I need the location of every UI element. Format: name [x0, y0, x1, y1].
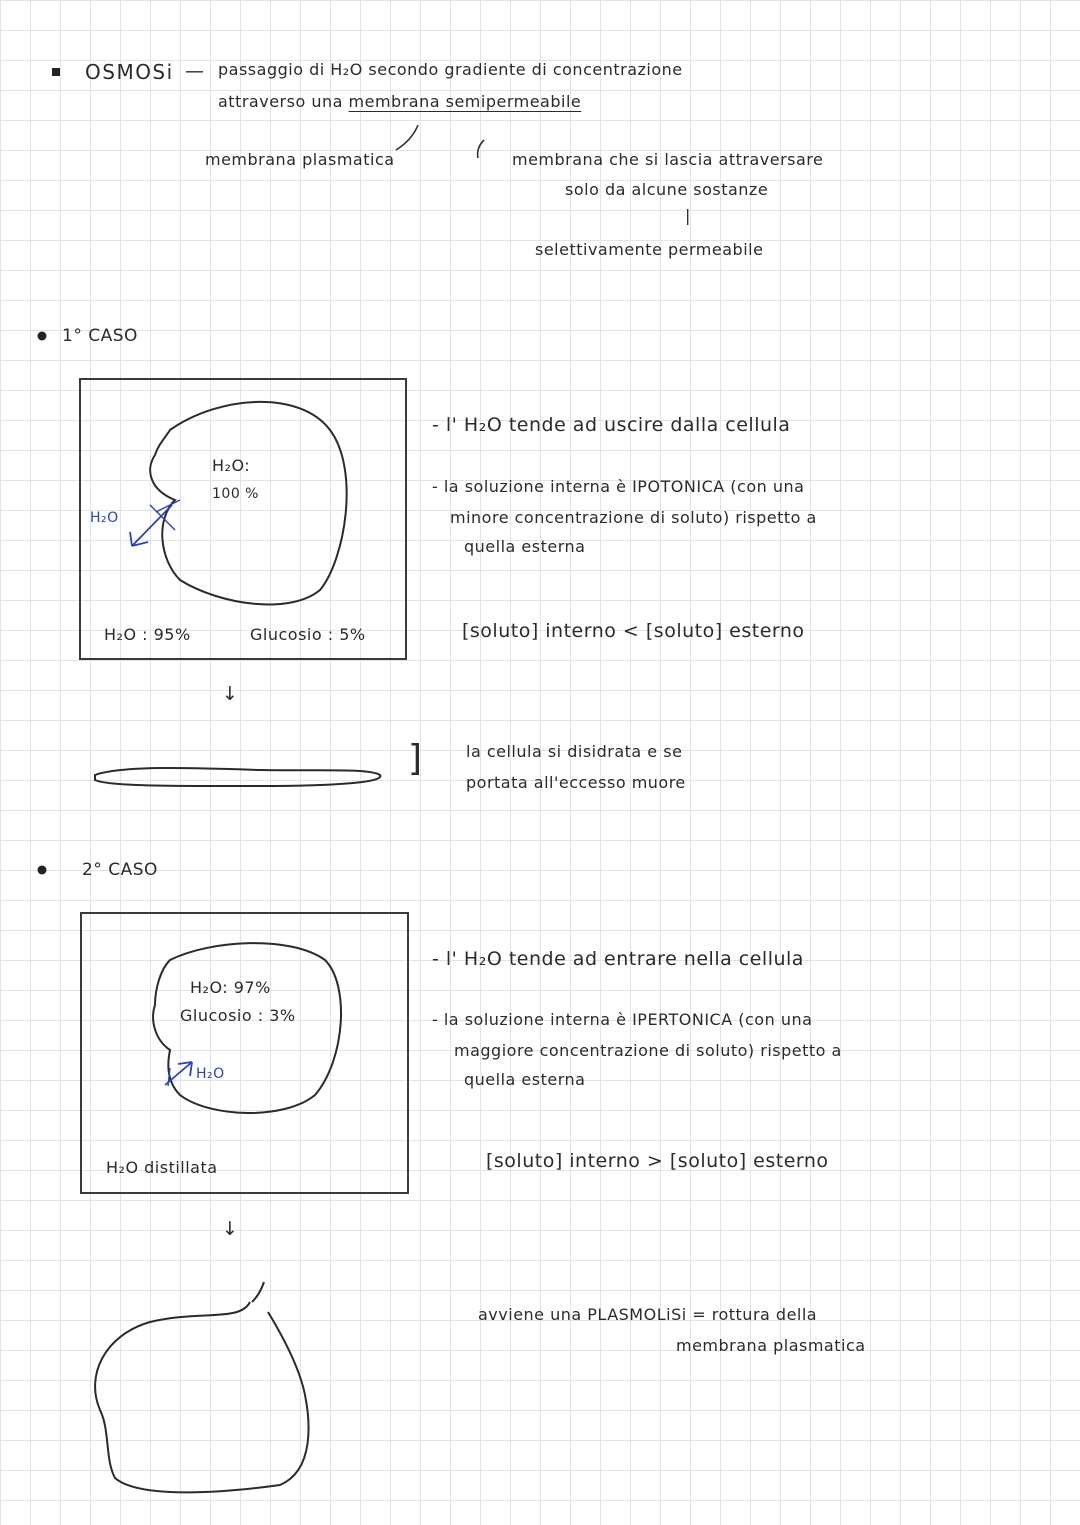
note-plasma-membrane: membrana plasmatica: [205, 150, 395, 169]
case1-result-line-2: portata all'eccesso muore: [466, 773, 686, 792]
note-right-line-3: selettivamente permeabile: [535, 240, 764, 259]
shrunk-cell: [95, 768, 380, 786]
case2-title: 2° CASO: [82, 860, 158, 880]
case1-bracket: ]: [408, 738, 423, 779]
connector-right: [478, 140, 484, 158]
case1-inside-label: H₂O:: [212, 456, 251, 475]
case2-formula: [soluto] interno > [soluto] esterno: [486, 1150, 829, 1172]
case1-result-line-1: la cellula si disidrata e se: [466, 742, 683, 761]
header-title: OSMOSi: [85, 60, 174, 84]
note-right-line-1: membrana che si lascia attraversare: [512, 150, 824, 169]
case2-arrow-label: H₂O: [196, 1066, 225, 1082]
note-right-pipe: |: [685, 206, 691, 225]
case1-bullet: [38, 332, 47, 341]
semipermeable-membrane-term: membrana semipermeabile: [348, 92, 582, 111]
connector-left: [396, 125, 418, 150]
burst-cell: [95, 1302, 308, 1492]
case1-inside-value: 100 %: [212, 486, 259, 502]
case1-bullet-1: - l' H₂O tende ad uscire dalla cellula: [432, 414, 791, 436]
case1-down-arrow-icon: ↓: [222, 683, 239, 705]
case2-outside: H₂O distillata: [106, 1158, 218, 1177]
case2-down-arrow-icon: ↓: [222, 1218, 239, 1240]
note-right-line-2: solo da alcune sostanze: [565, 180, 769, 199]
header-bullet-square: [52, 68, 60, 76]
case1-bullet-2-line-3: quella esterna: [464, 537, 586, 556]
case2-inside-glucose: Glucosio : 3%: [180, 1006, 296, 1025]
case2-result-line-2: membrana plasmatica: [676, 1336, 866, 1355]
case1-formula: [soluto] interno < [soluto] esterno: [462, 620, 805, 642]
case2-bullet-2-line-2: maggiore concentrazione di soluto) rispetto a: [454, 1041, 842, 1060]
case1-outside-water: H₂O : 95%: [104, 625, 191, 644]
header-dash: —: [185, 60, 205, 82]
case1-title: 1° CASO: [62, 326, 138, 346]
case2-bullet-2-line-1: - la soluzione interna è IPERTONICA (con una: [432, 1010, 813, 1029]
case2-result-line-1: avviene una PLASMOLiSi = rottura della: [478, 1305, 818, 1324]
case1-bullet-2-line-1: - la soluzione interna è IPOTONICA (con una: [432, 477, 805, 496]
case2-bullet-2-line-3: quella esterna: [464, 1070, 586, 1089]
case2-bullet: [38, 866, 47, 875]
case2-inside-water: H₂O: 97%: [190, 978, 271, 997]
definition-line-2: [218, 92, 581, 111]
case2-box: [80, 912, 409, 1194]
case1-box: [79, 378, 407, 660]
definition-line-1: passaggio di H₂O secondo gradiente di concentrazione: [218, 60, 683, 79]
case1-outside-glucose: Glucosio : 5%: [250, 625, 366, 644]
burst-cell-tip: [252, 1282, 264, 1302]
case1-arrow-label: H₂O: [90, 510, 119, 526]
case1-bullet-2-line-2: minore concentrazione di soluto) rispetto a: [450, 508, 817, 527]
case2-bullet-1: - l' H₂O tende ad entrare nella cellula: [432, 948, 804, 970]
definition-line-2-pre: attraverso una: [218, 92, 343, 111]
